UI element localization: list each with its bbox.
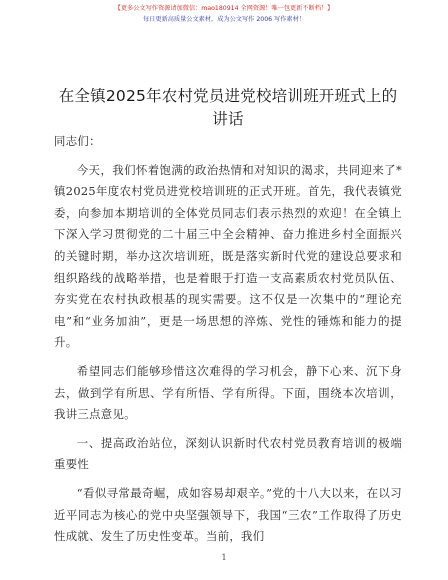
header-banner — [40, 3, 408, 25]
document-body — [54, 131, 402, 555]
paragraph-opening: 今天，我们怀着饱满的政治热情和对知识的渴求，共同迎来了*镇2025年度农村党员进党校培训班的正式开班。首先，我代表镇党委，向参加本期培训的全体党员同志们表示热烈的欢迎！在全镇上下深入学习贯彻党的二十届三中全会精神、奋力推进乡村全面振兴的关键时期，举办这次培训班，既是落实新时代党的建设总要求和组织路线的战略举措，也是着眼于打造一支高素质农村党员队伍、夯实党在农村执政根基的现实需要。这不仅是一次集中的“理论充电”和“业务加油”，更是一场思想的淬炼、党性的锤炼和能力的提升。 — [54, 162, 402, 350]
banner-line-promo: 【更多公文写作资源请加微信：mao180914 全网资源！唯一包更新不断档！】 — [114, 5, 334, 12]
greeting: 同志们： — [54, 134, 101, 148]
page-number: 1 — [221, 553, 227, 562]
paragraph-quote: “看似寻常最奇崛，成如容易却艰辛。”党的十八大以来，在以习近平同志为核心的党中央坚强领导下，我国“三农”工作取得了历史性成就、发生了历史性变革。当前，我们 — [54, 485, 402, 544]
document-title: 在全镇2025年农村党员进党校培训班开班式上的讲话 — [58, 87, 398, 128]
section-heading-1: 一、提高政治站位，深刻认识新时代农村党员教育培训的极端重要性 — [54, 435, 402, 472]
banner-line-update: 每日更新高质量公文素材，成为公文写作 2006 写作素材！ — [143, 16, 305, 23]
paragraph-hope: 希望同志们能够珍惜这次难得的学习机会，静下心来、沉下身去，做到学有所思、学有所悟、学有所得。下面，围绕本次培训，我讲三点意见。 — [54, 363, 402, 422]
